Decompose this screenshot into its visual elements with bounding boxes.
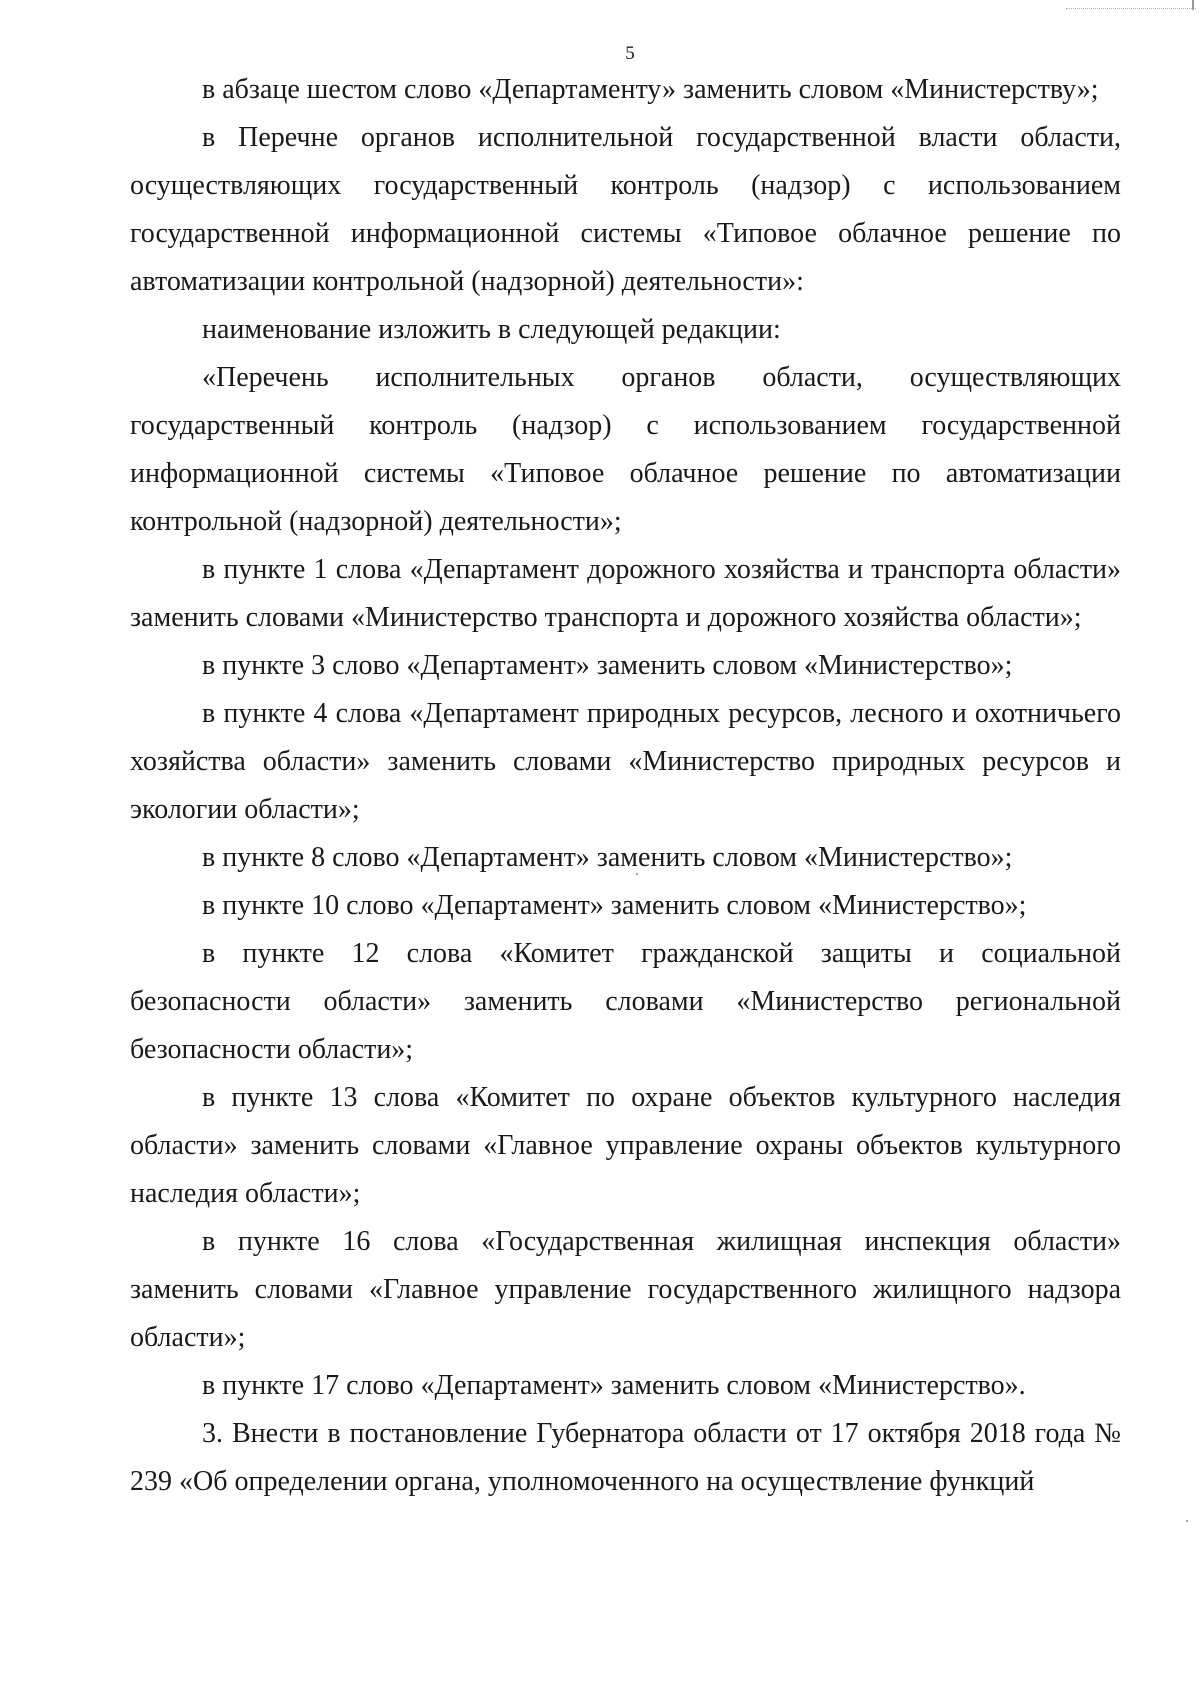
paragraph: в абзаце шестом слово «Департаменту» заменить словом «Министерству»; <box>202 74 1099 105</box>
scan-speck <box>1186 1520 1188 1522</box>
paragraph: в пункте 8 слово «Департамент» заменить словом «Министерство»; <box>202 842 1013 873</box>
paragraph: в пункте 17 слово «Департамент» заменить словом «Министерство». <box>202 1370 1026 1401</box>
paragraph: в пункте 16 слова «Государственная жилищная инспекция области» заменить словами «Главное управление государственного жилищного надзора области»; <box>130 1226 1121 1353</box>
paragraph: в пункте 4 слова «Департамент природных ресурсов, лесного и охотничьего хозяйства области» заменить словами «Министерство природных ресурсов и экологии области»; <box>130 698 1121 825</box>
paragraph: наименование изложить в следующей редакции: <box>202 314 781 345</box>
document-body <box>130 66 1121 1506</box>
scan-edge-mark <box>1066 0 1196 9</box>
paragraph: 3. Внести в постановление Губернатора области от 17 октября 2018 года № 239 «Об определении органа, уполномоченного на осуществление функций <box>130 1418 1121 1497</box>
scan-speck <box>636 873 638 875</box>
paragraph: в пункте 10 слово «Департамент» заменить словом «Министерство»; <box>202 890 1027 921</box>
paragraph: в пункте 12 слова «Комитет гражданской защиты и социальной безопасности области» заменить словами «Министерство региональной безопасности области»; <box>130 938 1121 1065</box>
paragraph: в пункте 1 слова «Департамент дорожного хозяйства и транспорта области» заменить словами «Министерство транспорта и дорожного хозяйства области»; <box>130 554 1121 633</box>
paragraph: в пункте 3 слово «Департамент» заменить словом «Министерство»; <box>202 650 1013 681</box>
page-number: 5 <box>625 43 635 64</box>
paragraph: «Перечень исполнительных органов области, осуществляющих государственный контроль (надзор) с использованием государственной информационной системы «Типовое облачное решение по автоматизации контрольной (надзорной) деятельности»; <box>130 362 1121 537</box>
scan-edge-line <box>1192 0 1194 10</box>
paragraph: в пункте 13 слова «Комитет по охране объектов культурного наследия области» заменить словами «Главное управление охраны объектов культурного наследия области»; <box>130 1082 1121 1209</box>
paragraph: в Перечне органов исполнительной государственной власти области, осуществляющих государственный контроль (надзор) с использованием государственной информационной системы «Типовое облачное решение по автоматизации контрольной (надзорной) деятельности»: <box>130 122 1121 297</box>
